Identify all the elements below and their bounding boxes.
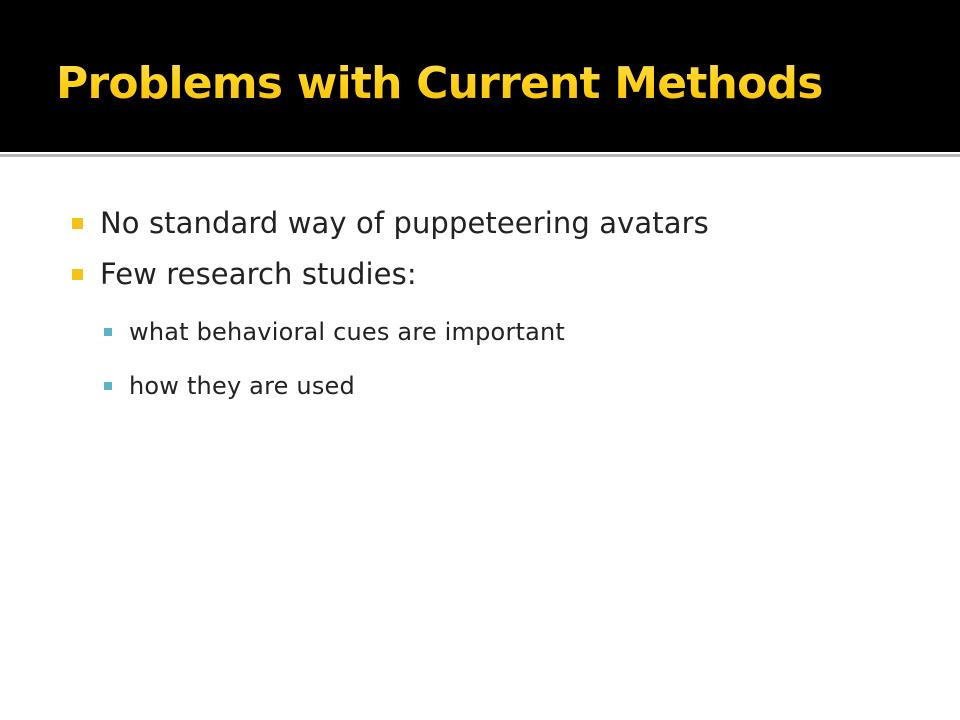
square-bullet-icon (72, 218, 83, 229)
sub-bullet-text: how they are used (129, 372, 355, 400)
slide-title: Problems with Current Methods (56, 52, 823, 116)
bullet-text: No standard way of puppeteering avatars (100, 206, 709, 240)
sub-bullet-item (104, 369, 355, 403)
bullet-item (72, 203, 709, 243)
square-sub-bullet-icon (104, 382, 112, 390)
sub-bullet-text: what behavioral cues are important (129, 318, 566, 346)
bullet-item (72, 254, 417, 294)
bullet-text: Few research studies: (100, 257, 417, 291)
sub-bullet-item (104, 315, 565, 349)
square-sub-bullet-icon (104, 328, 112, 336)
square-bullet-icon (72, 269, 83, 280)
